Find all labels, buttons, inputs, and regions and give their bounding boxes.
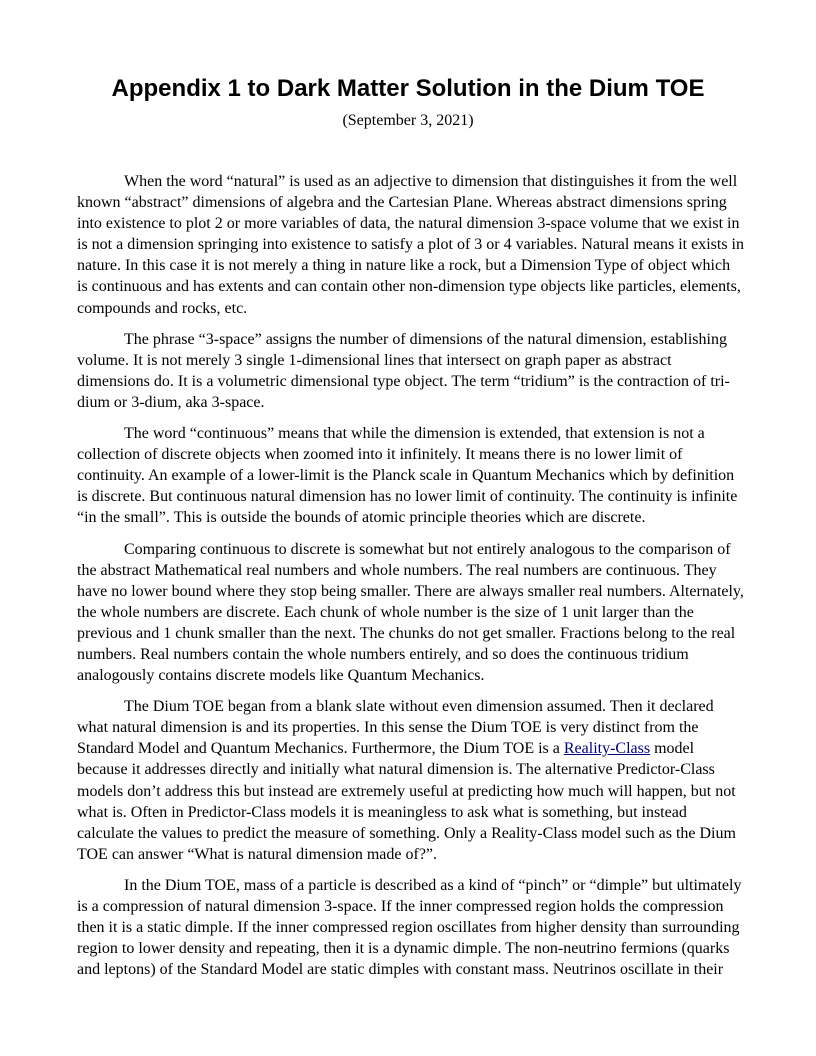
paragraph-natural: When the word “natural” is used as an adjective to dimension that distinguishes it from the well known “abstract” dimensions of algebra and the Cartesian Plane. Whereas abstract dimensions spring into existence to plot 2 or more variables of data, the natural dimension 3-space volume that we exist in is not a dimension springing into existence to satisfy a plot of 3 or 4 variables. Natural means it exists in nature. In this case it is not merely a thing in nature like a rock, but a Dimension Type of object which is continuous and has extents and can contain other non-dimension type objects like particles, elements, compounds and rocks, etc. xyxy=(77,173,744,317)
paragraph-3-space: The phrase “3-space” assigns the number of dimensions of the natural dimension, establishing volume. It is not merely 3 single 1-dimensional lines that intersect on graph paper as abstract dimensions do. It is a volumetric dimensional type object. The term “tridium” is the contraction of tri-dium or 3-dium, aka 3-space. xyxy=(77,330,730,411)
reality-class-link[interactable]: Reality-Class xyxy=(563,740,651,758)
paragraph-comparing: Comparing continuous to discrete is somewhat but not entirely analogous to the comparison of the abstract Mathematical real numbers and whole numbers. The real numbers are continuous. They have no lower bound where they stop being smaller. There are always smaller real numbers. Alternately, the whole numbers are discrete. Each chunk of whole number is the size of 1 unit larger than the previous and 1 chunk smaller than the next. The chunks do not get smaller. Fractions belong to the real numbers. Real numbers contain the whole numbers entirely, and so does the continuous tridium analogously contains discrete models like Quantum Mechanics. xyxy=(77,540,744,685)
paragraph-mass: In the Dium TOE, mass of a particle is described as a kind of “pinch” or “dimple” but ultimately is a compression of natural dimension 3-space. If the inner compressed region holds the compression then it is a static dimple. If the inner compressed region oscillates from higher density than surrounding region to lower density and repeating, then it is a dynamic dimple. The non-neutrino fermions (quarks and leptons) of the Standard Model are static dimples with constant mass. Neutrinos oscillate in their xyxy=(77,876,742,979)
document-date: (September 3, 2021) xyxy=(342,112,474,129)
paragraph-dium-toe-text-after: model because it addresses directly and initially what natural dimension is. The alternative Predictor-Class models don’t address this but instead are extremely useful at predicting how much will happen, but not what is. Often in Predictor-Class models it is meaningless to ask what is something, but instead calculate the values to predict the measure of something. Only a Reality-Class model such as the Dium TOE can answer “What is natural dimension made of?”. xyxy=(77,740,736,863)
paragraph-dium-toe-text-before: The Dium TOE began from a blank slate without even dimension assumed. Then it declared what natural dimension is and its properties. In this sense the Dium TOE is very distinct from the Standard Model and Quantum Mechanics. Furthermore, the Dium TOE is a xyxy=(77,698,714,758)
document-title: Appendix 1 to Dark Matter Solution in the Dium TOE xyxy=(111,75,705,102)
paragraph-continuous: The word “continuous” means that while the dimension is extended, that extension is not a collection of discrete objects when zoomed into it infinitely. It means there is no lower limit of continuity. An example of a lower-limit is the Planck scale in Quantum Mechanics which by definition is discrete. But continuous natural dimension has no lower limit of continuity. The continuity is infinite “in the small”. This is outside the bounds of atomic principle theories which are discrete. xyxy=(77,425,738,527)
document-body xyxy=(77,171,744,990)
paragraph-dium-toe xyxy=(77,696,744,865)
